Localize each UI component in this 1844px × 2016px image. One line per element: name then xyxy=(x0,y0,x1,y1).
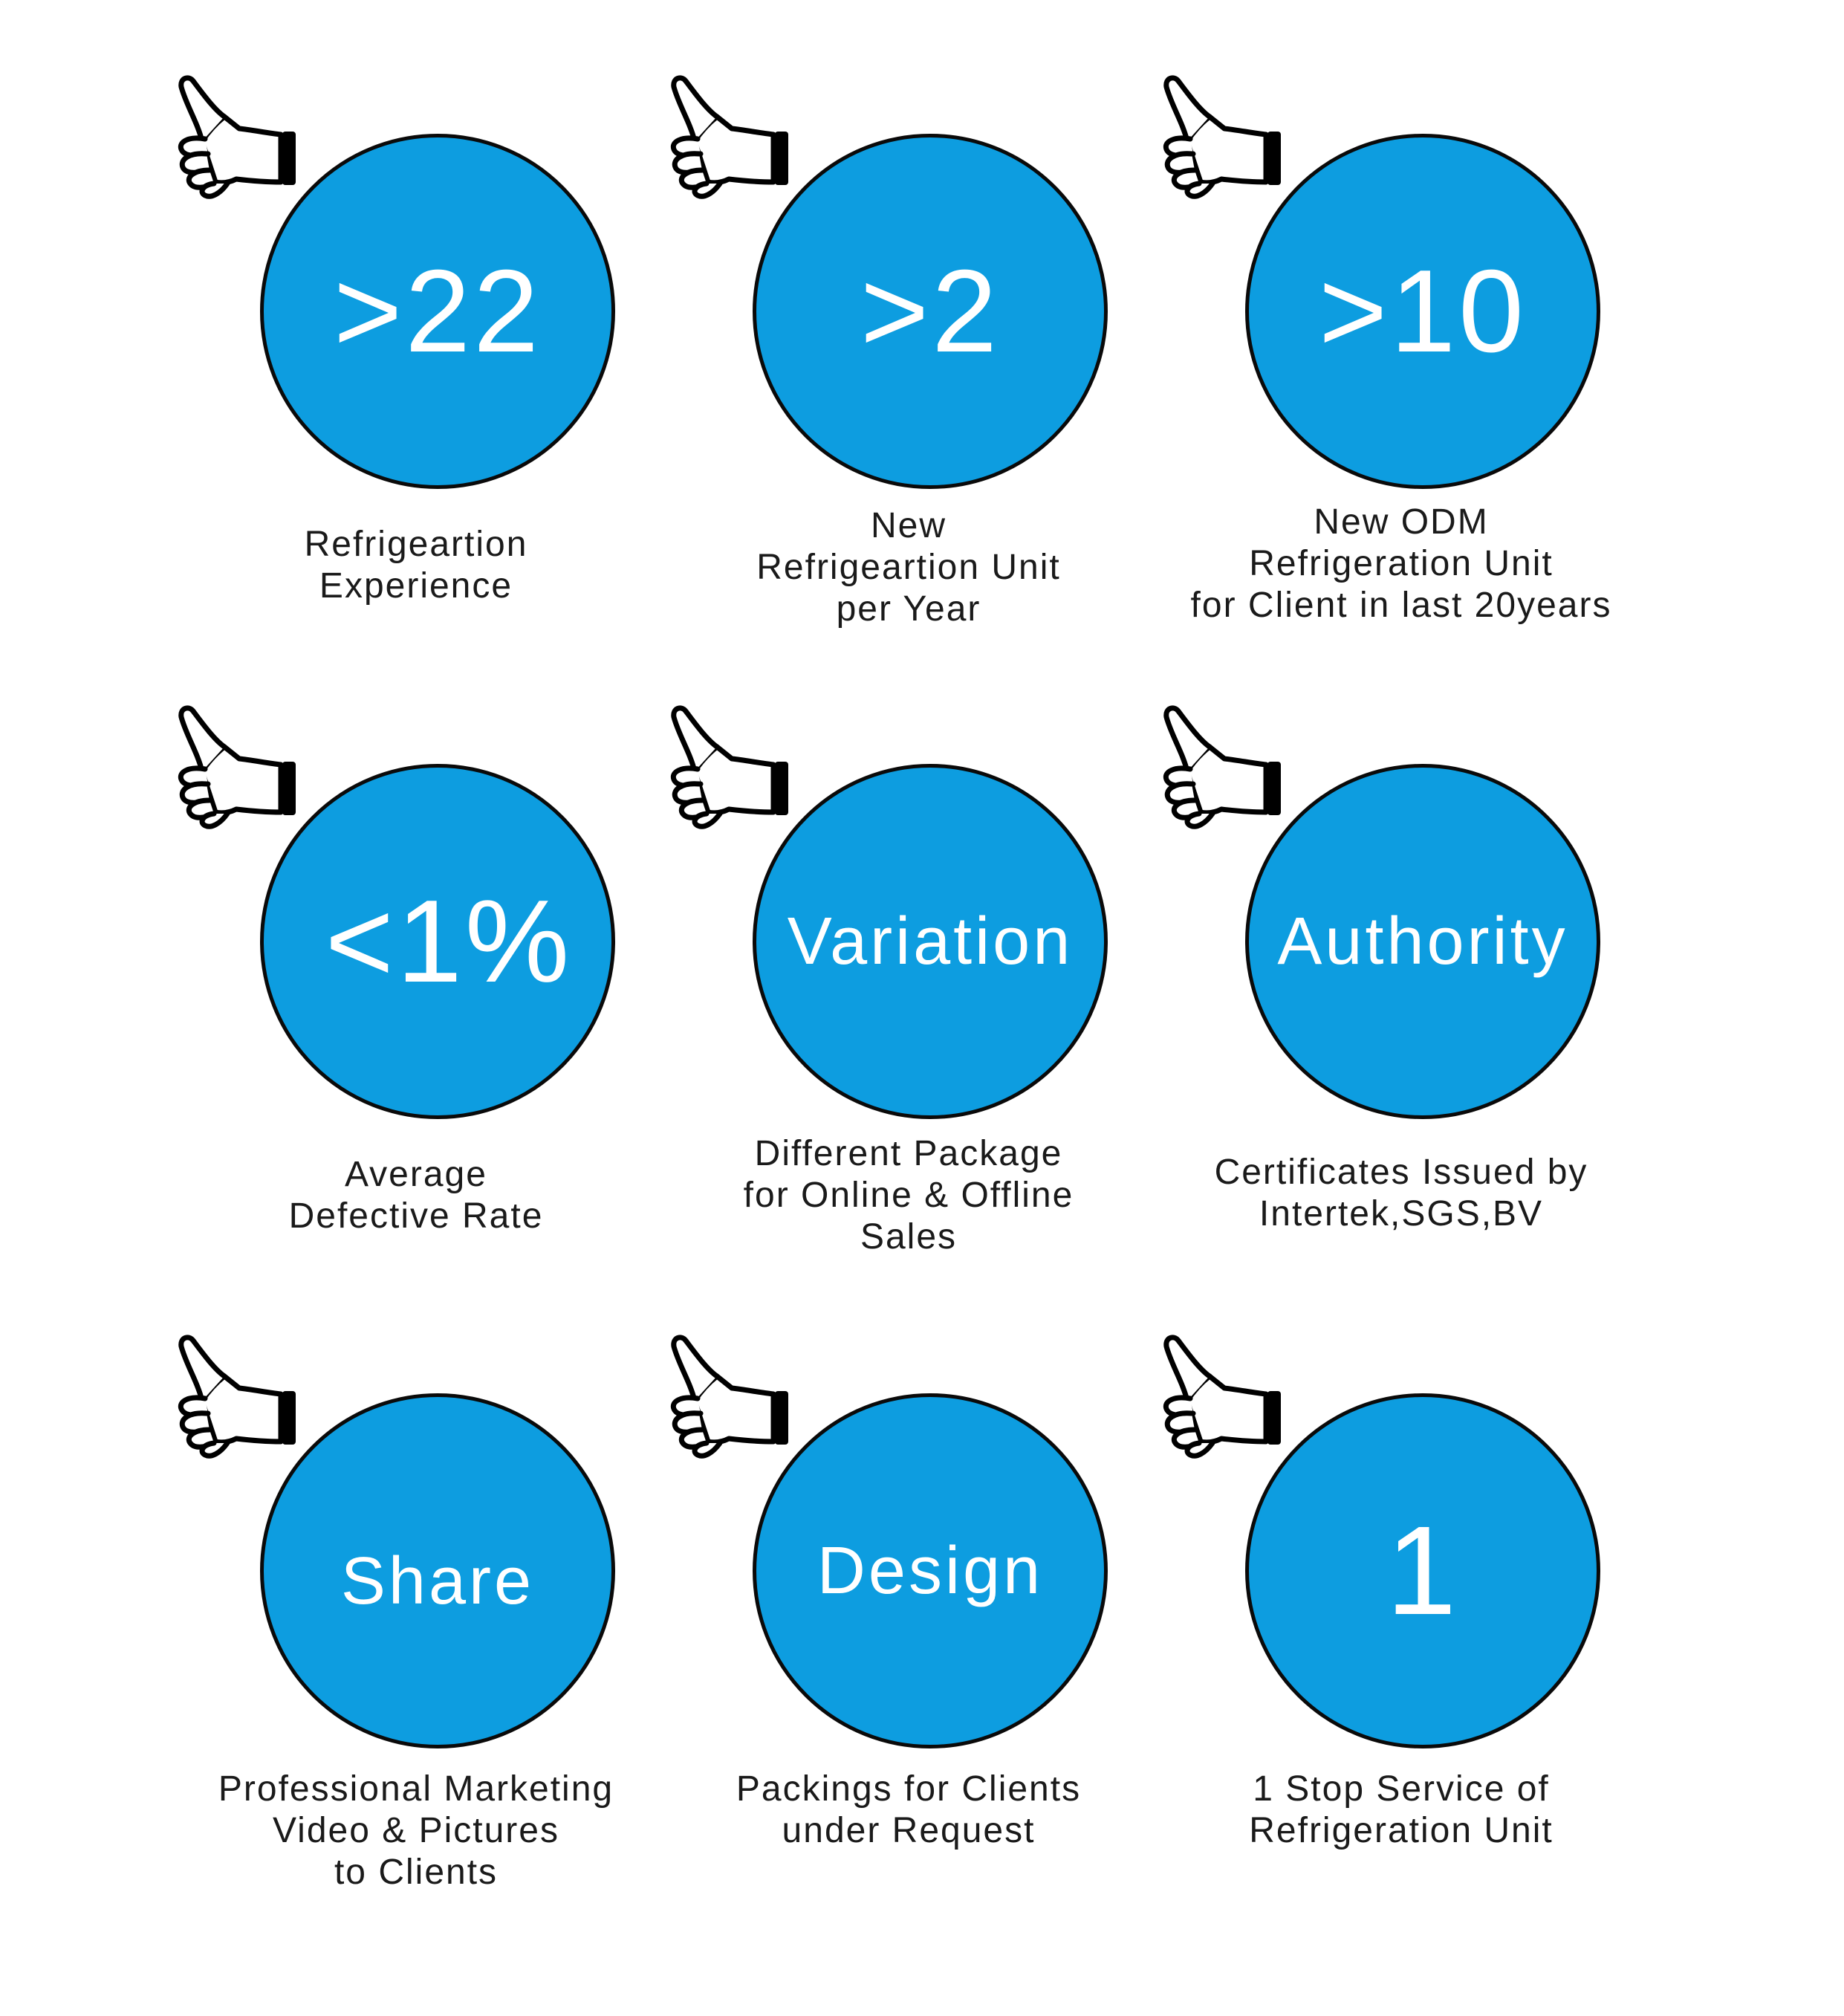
caption-line: Refrigeartion Unit xyxy=(756,548,1061,587)
thumbs-up-icon xyxy=(156,701,305,849)
stat-card-experience xyxy=(156,71,676,680)
caption-line: Experience xyxy=(319,566,513,606)
thumbs-up-icon xyxy=(649,1330,797,1479)
caption-line: New xyxy=(870,506,947,545)
caption-line: Packings for Clients xyxy=(736,1769,1082,1809)
stat-card-authority xyxy=(1141,701,1661,1310)
stat-value: <1% xyxy=(325,876,573,1007)
stat-value: 1 xyxy=(1386,1500,1460,1641)
stat-value: Variation xyxy=(787,904,1074,979)
caption-line: to Clients xyxy=(334,1853,499,1892)
stat-circle xyxy=(1245,764,1600,1119)
stat-card-new-units xyxy=(649,71,1169,680)
stat-value: Design xyxy=(817,1534,1044,1608)
caption-line: Defective Rate xyxy=(288,1196,544,1236)
stat-card-one-stop xyxy=(1141,1330,1661,1939)
stat-circle xyxy=(753,134,1108,489)
caption-line: Refrigeration Unit xyxy=(1249,544,1554,583)
caption-line: under Request xyxy=(782,1811,1036,1850)
stat-circle xyxy=(260,764,615,1119)
caption-line: New ODM xyxy=(1314,502,1489,542)
thumbs-up-icon xyxy=(649,71,797,219)
stat-caption xyxy=(626,505,1191,630)
thumbs-up-icon xyxy=(156,71,305,219)
stat-circle xyxy=(1245,1393,1600,1748)
stat-circle xyxy=(1245,134,1600,489)
stat-card-share xyxy=(156,1330,676,1939)
caption-line: Professional Marketing xyxy=(218,1769,614,1809)
stat-caption xyxy=(626,1133,1191,1258)
stat-value: Share xyxy=(340,1544,535,1618)
thumbs-up-icon xyxy=(1141,1330,1290,1479)
stat-caption xyxy=(626,1769,1191,1852)
stat-circle xyxy=(260,134,615,489)
stat-value: Authority xyxy=(1277,904,1568,979)
caption-line: Refrigeration Unit xyxy=(1249,1811,1554,1850)
thumbs-up-icon xyxy=(1141,71,1290,219)
caption-line: Intertek,SGS,BV xyxy=(1259,1194,1544,1234)
stat-caption xyxy=(1119,1769,1684,1852)
stat-caption xyxy=(1119,502,1684,626)
stat-value: >22 xyxy=(333,246,542,377)
caption-line: Certificates Issued by xyxy=(1214,1153,1588,1192)
thumbs-up-icon xyxy=(649,701,797,849)
caption-line: per Year xyxy=(836,589,981,629)
stat-caption xyxy=(134,1154,698,1237)
caption-line: Sales xyxy=(860,1217,958,1257)
caption-line: for Client in last 20years xyxy=(1190,586,1612,625)
stat-value: >10 xyxy=(1318,246,1527,377)
caption-line: Average xyxy=(345,1155,487,1194)
caption-line: for Online & Offline xyxy=(743,1176,1074,1215)
caption-line: Different Package xyxy=(754,1134,1063,1173)
stat-caption xyxy=(1119,1152,1684,1235)
stat-card-design xyxy=(649,1330,1169,1939)
stat-circle xyxy=(753,764,1108,1119)
stat-circle xyxy=(260,1393,615,1748)
thumbs-up-icon xyxy=(156,1330,305,1479)
stat-circle xyxy=(753,1393,1108,1748)
stat-card-odm-units xyxy=(1141,71,1661,680)
stat-caption xyxy=(134,524,698,607)
stat-card-defective-rate xyxy=(156,701,676,1310)
stat-value: >2 xyxy=(860,246,1001,377)
stat-caption xyxy=(134,1769,698,1893)
caption-line: Refrigeartion xyxy=(304,525,528,564)
stat-card-variation xyxy=(649,701,1169,1310)
caption-line: 1 Stop Service of xyxy=(1253,1769,1550,1809)
thumbs-up-icon xyxy=(1141,701,1290,849)
caption-line: Video & Pictures xyxy=(273,1811,559,1850)
